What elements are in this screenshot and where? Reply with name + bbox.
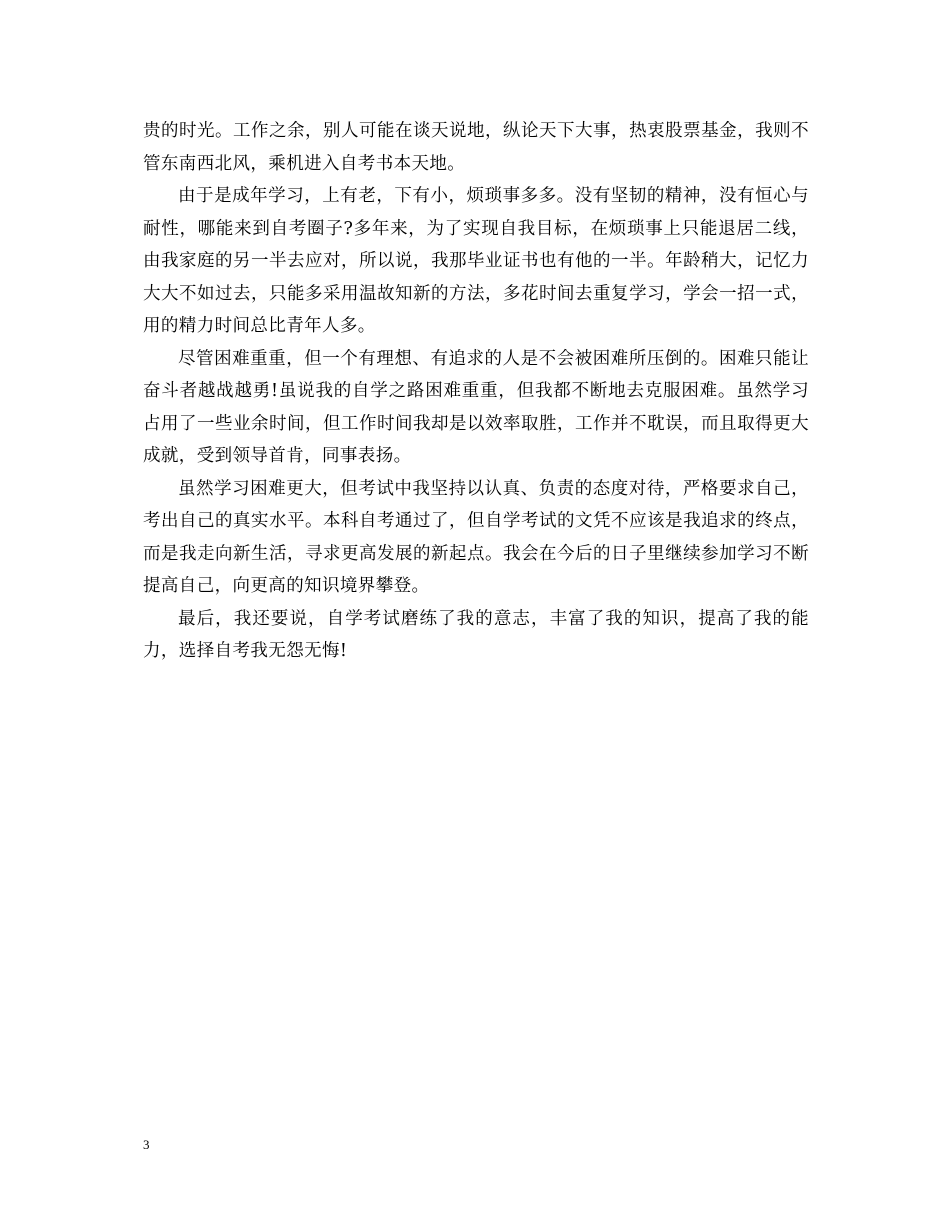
paragraph-2: 由于是成年学习，上有老，下有小，烦琐事多多。没有坚韧的精神，没有恒心与耐性，哪能来到自考圈子?多年来，为了实现自我目标，在烦琐事上只能退居二线，由我家庭的另一半去应对，所以说，我那毕业证书也有他的一半。年龄稍大，记忆力大大不如过去，只能多采用温故知新的方法，多花时间去重复学习，学会一招一式，用的精力时间总比青年人多。 (143, 186, 809, 336)
body-text (143, 115, 809, 668)
paragraph-5: 最后，我还要说，自学考试磨练了我的意志，丰富了我的知识，提高了我的能力，选择自考我无怨无悔! (143, 608, 809, 661)
paragraph-4: 虽然学习困难更大，但考试中我坚持以认真、负责的态度对待，严格要求自己，考出自己的真实水平。本科自考通过了，但自学考试的文凭不应该是我追求的终点，而是我走向新生活，寻求更高发展的新起点。我会在今后的日子里继续参加学习不断提高自己，向更高的知识境界攀登。 (143, 478, 809, 596)
page-number: 3 (143, 1137, 150, 1152)
paragraph-1: 贵的时光。工作之余，别人可能在谈天说地，纵论天下大事，热衷股票基金，我则不管东南西北风，乘机进入自考书本天地。 (143, 121, 809, 174)
paragraph-3: 尽管困难重重，但一个有理想、有追求的人是不会被困难所压倒的。困难只能让奋斗者越战越勇!虽说我的自学之路困难重重，但我都不断地去克服困难。虽然学习占用了一些业余时间，但工作时间我却是以效率取胜，工作并不耽误，而且取得更大成就，受到领导首肯，同事表扬。 (143, 348, 809, 466)
